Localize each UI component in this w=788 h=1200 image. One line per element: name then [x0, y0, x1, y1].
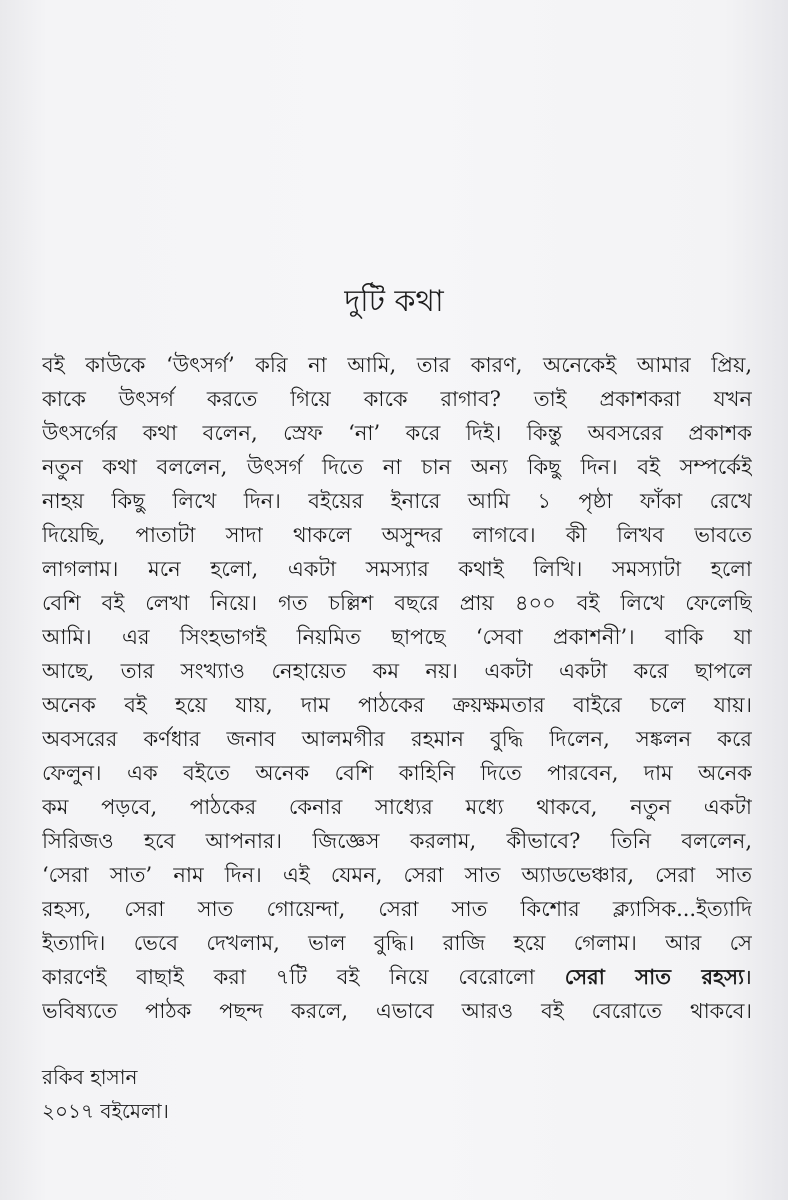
show-through-text — [330, 1088, 630, 1112]
paragraph-line — [42, 960, 752, 994]
paragraph-line: অবসরের কর্ণধার জনাব আলমগীর রহমান বুদ্ধি দিলেন, সঙ্কলন করে — [42, 727, 752, 751]
paragraph-line: অনেক বই হয়ে যায়, দাম পাঠকের ক্রয়ক্ষমতার বাইরে চলে যায়। — [42, 693, 752, 717]
paragraph-line: বই কাউকে ‘উৎসর্গ’ করি না আমি, তার কারণ, অনেকেই আমার প্রিয়, — [42, 353, 752, 377]
paragraph-line: সিরিজও হবে আপনার। জিজ্ঞেস করলাম, কীভাবে? তিনি বললেন, — [42, 829, 752, 853]
paragraph-line: কাকে উৎসর্গ করতে গিয়ে কাকে রাগাব? তাই প্রকাশকরা যখন — [42, 387, 752, 411]
line-prefix: কারণেই বাছাই করা ৭টি বই নিয়ে বেরোলো — [42, 965, 565, 989]
paragraph-line: ‘সেরা সাত’ নাম দিন। এই যেমন, সেরা সাত অ্যাডভেঞ্চার, সেরা সাত — [42, 863, 752, 887]
paragraph-line: দিয়েছি, পাতাটা সাদা থাকলে অসুন্দর লাগবে। কী লিখব ভাবতে — [42, 523, 752, 547]
book-title-bold: সেরা সাত রহস্য — [564, 964, 745, 989]
line-suffix: । — [744, 965, 752, 989]
foreword-paragraph — [42, 348, 752, 1028]
paragraph-line: ইত্যাদি। ভেবে দেখলাম, ভাল বুদ্ধি। রাজি হয়ে গেলাম। আর সে — [42, 931, 752, 955]
paragraph-line: আছে, তার সংখ্যাও নেহায়েত কম নয়। একটা একটা করে ছাপলে — [42, 659, 752, 683]
paragraph-line: নাহয় কিছু লিখে দিন। বইয়ের ইনারে আমি ১ পৃষ্ঠা ফাঁকা রেখে — [42, 489, 752, 513]
paragraph-line: রহস্য, সেরা সাত গোয়েন্দা, সেরা সাত কিশোর ক্ল্যাসিক...ইত্যাদি — [42, 897, 752, 921]
paragraph-line: কম পড়বে, পাঠকের কেনার সাধ্যের মধ্যে থাকবে, নতুন একটা — [42, 795, 752, 819]
author-name: রকিব হাসান — [42, 1065, 138, 1089]
paragraph-line: লাগলাম। মনে হলো, একটা সমস্যার কথাই লিখি। সমস্যাটা হলো — [42, 557, 752, 581]
signature-date: ২০১৭ বইমেলা। — [42, 1099, 169, 1123]
paragraph-line: আমি। এর সিংহভাগই নিয়মিত ছাপছে ‘সেবা প্রকাশনী’। বাকি যা — [42, 625, 752, 649]
paragraph-line: বেশি বই লেখা নিয়ে। গত চল্লিশ বছরে প্রায় ৪০০ বই লিখে ফেলেছি — [42, 591, 752, 615]
paragraph-line: ভবিষ্যতে পাঠক পছন্দ করলে, এভাবে আরও বই বেরোতে থাকবে। — [42, 999, 752, 1023]
paragraph-line: ফেলুন। এক বইতে অনেক বেশি কাহিনি দিতে পারবেন, দাম অনেক — [42, 761, 752, 785]
paragraph-line: উৎসর্গের কথা বলেন, স্রেফ ‘না’ করে দিই। কিন্তু অবসরের প্রকাশক — [42, 421, 752, 445]
paragraph-line: নতুন কথা বললেন, উৎসর্গ দিতে না চান অন্য কিছু দিন। বই সম্পর্কেই — [42, 455, 752, 479]
page-heading: দুটি কথা — [344, 284, 444, 319]
